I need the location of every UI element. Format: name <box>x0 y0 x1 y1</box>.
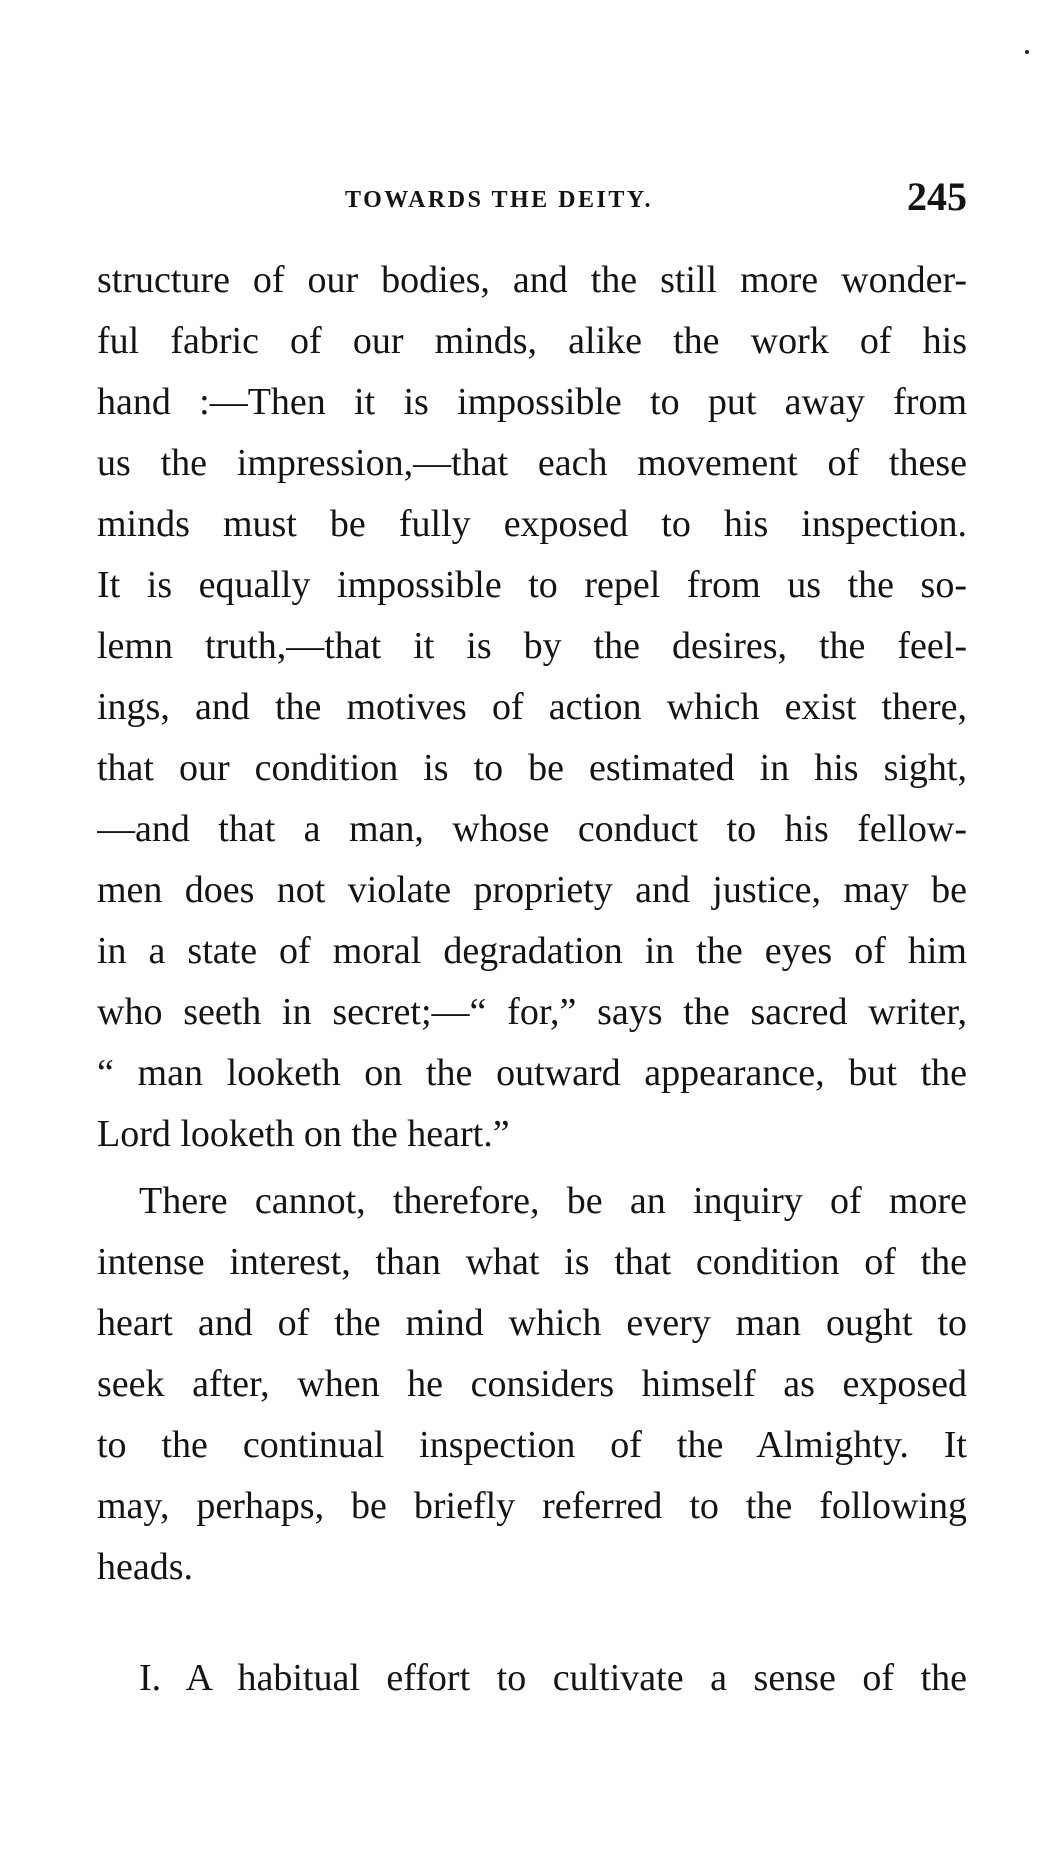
stray-ink-mark <box>1025 50 1029 54</box>
text-line: ings, and the motives of action which exist there, <box>97 686 967 728</box>
body-text <box>97 250 967 1709</box>
text-line: —and that a man, whose conduct to his fellow- <box>97 808 967 850</box>
text-line: men does not violate propriety and justice, may be <box>97 869 967 911</box>
text-line: structure of our bodies, and the still more wonder- <box>97 259 967 301</box>
text-line: us the impression,—that each movement of these <box>97 442 967 484</box>
text-line: It is equally impossible to repel from us the so- <box>97 564 967 606</box>
text-line: Lord looketh on the heart.” <box>97 1113 510 1155</box>
text-line: There cannot, therefore, be an inquiry of more <box>139 1180 967 1222</box>
running-header <box>97 173 967 223</box>
text-line: who seeth in secret;—“ for,” says the sacred writer, <box>97 991 967 1033</box>
text-line: that our condition is to be estimated in his sight, <box>97 747 967 789</box>
text-line: to the continual inspection of the Almighty. It <box>97 1424 967 1466</box>
text-line: minds must be fully exposed to his inspection. <box>97 503 967 545</box>
text-line: ful fabric of our minds, alike the work of his <box>97 320 967 362</box>
text-line: intense interest, than what is that condition of the <box>97 1241 967 1283</box>
text-line: heads. <box>97 1546 194 1588</box>
running-title: TOWARDS THE DEITY. <box>345 187 653 213</box>
text-line: in a state of moral degradation in the eyes of him <box>97 930 967 972</box>
section-heading-line: I. A habitual effort to cultivate a sense of the <box>139 1657 967 1699</box>
text-line: heart and of the mind which every man ought to <box>97 1302 967 1344</box>
section-gap <box>97 1598 967 1648</box>
text-line: hand :—Then it is impossible to put away from <box>97 381 967 423</box>
text-line: “ man looketh on the outward appearance, but the <box>97 1052 967 1094</box>
text-line: may, perhaps, be briefly referred to the following <box>97 1485 967 1527</box>
text-line: seek after, when he considers himself as exposed <box>97 1363 967 1405</box>
page-number: 245 <box>907 174 967 219</box>
text-line: lemn truth,—that it is by the desires, the feel- <box>97 625 967 667</box>
